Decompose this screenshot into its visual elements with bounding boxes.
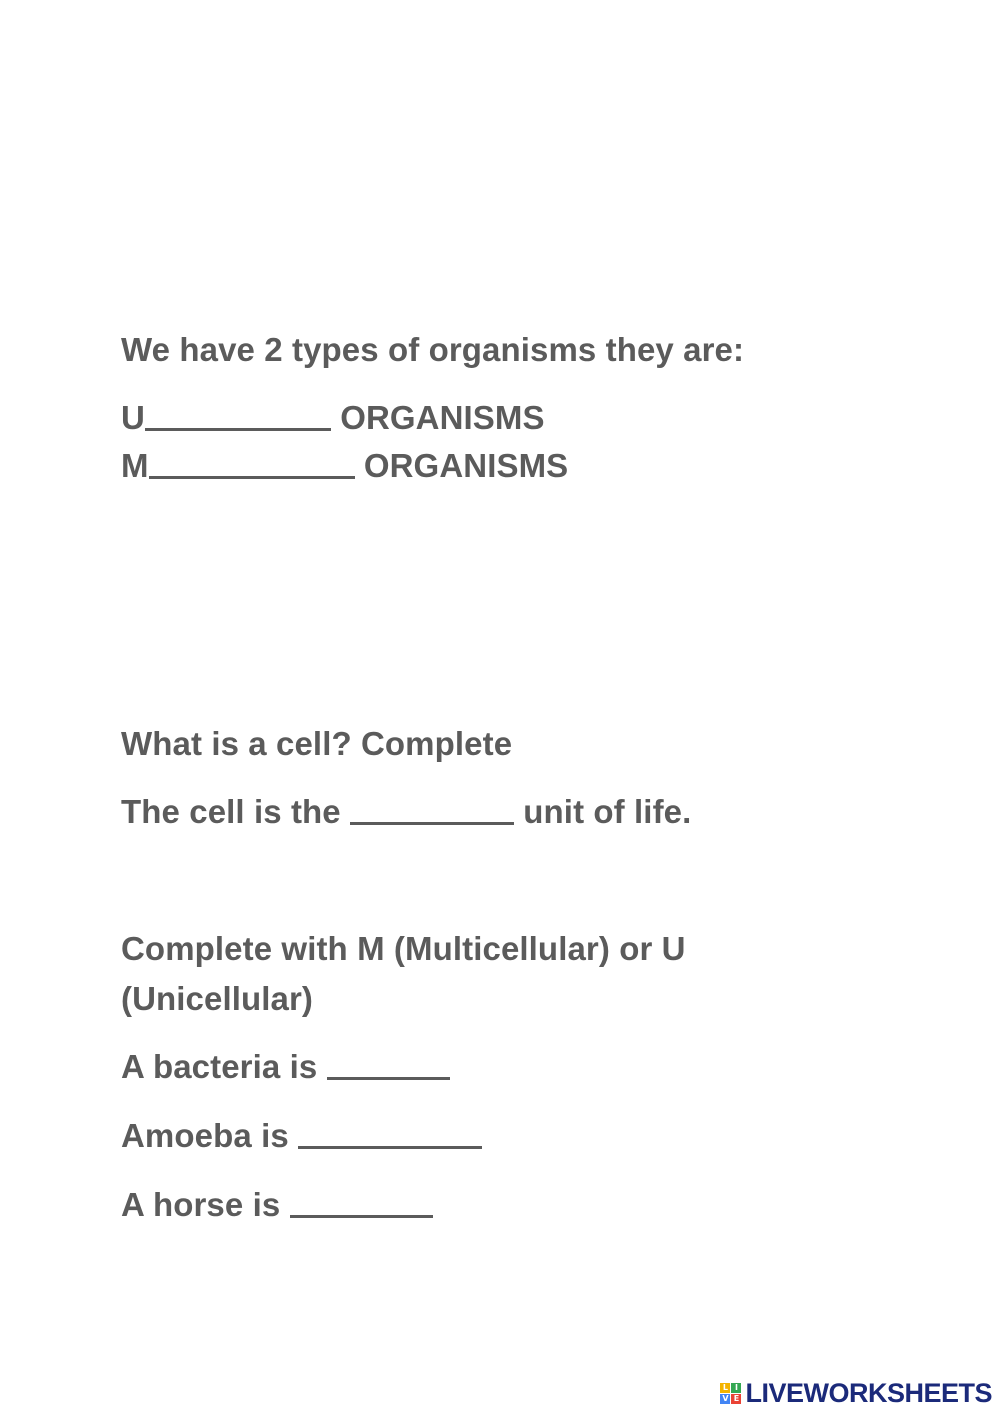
bacteria-label: A bacteria is bbox=[121, 1048, 327, 1085]
logo-mark-letter: V bbox=[722, 1394, 729, 1403]
unicellular-item bbox=[121, 398, 545, 438]
bacteria-question bbox=[121, 1047, 450, 1087]
horse-question bbox=[121, 1185, 433, 1225]
instruction-line-2-text: (Unicellular) bbox=[121, 980, 314, 1017]
instruction-line-1-text: Complete with M (Multicellular) or U bbox=[121, 930, 686, 967]
multicellular-suffix: ORGANISMS bbox=[354, 447, 569, 484]
bacteria-blank[interactable] bbox=[327, 1049, 450, 1080]
cell-sentence bbox=[121, 792, 691, 832]
types-intro bbox=[121, 330, 744, 370]
amoeba-label: Amoeba is bbox=[121, 1117, 299, 1154]
logo-mark-letter: E bbox=[731, 1394, 741, 1404]
logo-mark-letter: I bbox=[731, 1383, 741, 1393]
liveworksheets-logo-text: LIVEWORKSHEETS bbox=[745, 1377, 992, 1408]
unicellular-blank[interactable] bbox=[145, 400, 331, 431]
cell-question bbox=[121, 724, 512, 764]
horse-blank[interactable] bbox=[290, 1187, 433, 1218]
liveworksheets-logo-mark-icon bbox=[720, 1383, 741, 1404]
liveworksheets-logo[interactable] bbox=[720, 1379, 992, 1407]
unicellular-suffix: ORGANISMS bbox=[330, 399, 545, 436]
multicellular-prefix: M bbox=[121, 447, 149, 484]
cell-blank[interactable] bbox=[350, 794, 514, 825]
cell-sentence-start: The cell is the bbox=[121, 793, 351, 830]
horse-label: A horse is bbox=[121, 1186, 290, 1223]
types-intro-text: We have 2 types of organisms they are: bbox=[121, 331, 745, 368]
instruction-line-2 bbox=[121, 979, 313, 1019]
multicellular-blank[interactable] bbox=[149, 448, 355, 479]
amoeba-blank[interactable] bbox=[298, 1118, 482, 1149]
cell-sentence-end: unit of life. bbox=[514, 793, 692, 830]
instruction-line-1 bbox=[121, 929, 686, 969]
multicellular-item bbox=[121, 446, 568, 486]
amoeba-question bbox=[121, 1116, 482, 1156]
logo-mark-letter: L bbox=[720, 1383, 730, 1393]
unicellular-prefix: U bbox=[121, 399, 145, 436]
cell-question-text: What is a cell? Complete bbox=[121, 725, 513, 762]
